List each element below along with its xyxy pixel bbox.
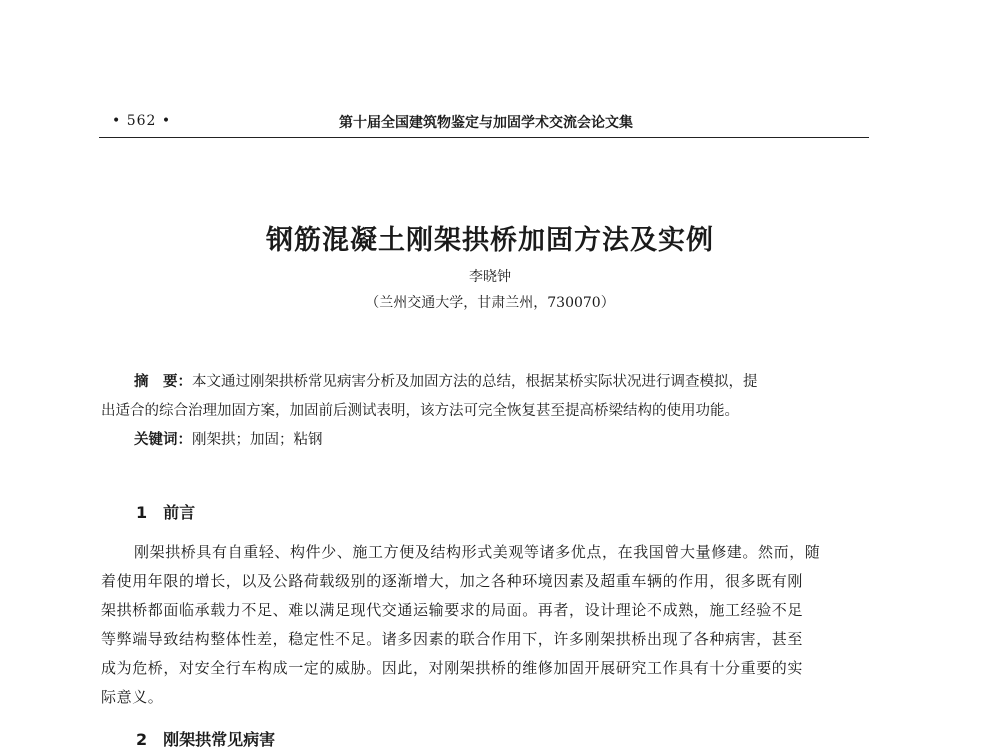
body-line: 刚架拱桥具有自重轻、构件少、施工方便及结构形式美观等诸多优点，在我国曾大量修建。然而，随: [134, 543, 821, 561]
abstract-label: 摘 要：: [134, 373, 192, 390]
keywords-line: [134, 428, 323, 449]
body-line: 架拱桥都面临承载力不足、难以满足现代交通运输要求的局面。再者，设计理论不成熟，施工经验不足: [101, 601, 804, 619]
journal-title: 第十届全国建筑物鉴定与加固学术交流会论文集: [339, 115, 633, 131]
section-2-heading: 2 刚架拱常见病害: [136, 730, 276, 749]
page-number: • 562 •: [112, 113, 172, 129]
abstract-text-1: 本文通过刚架拱桥常见病害分析及加固方法的总结，根据某桥实际状况进行调查模拟，提: [192, 374, 758, 390]
body-line: 成为危桥，对安全行车构成一定的威胁。因此，对刚架拱桥的维修加固开展研究工作具有十分重要的实: [101, 659, 804, 677]
header-rule: [99, 137, 869, 138]
paper-title: 钢筋混凝土刚架拱桥加固方法及实例: [266, 225, 714, 256]
section-1-heading: 1 前言: [136, 503, 196, 522]
body-line: 着使用年限的增长，以及公路荷载级别的逐渐增大，加之各种环境因素及超重车辆的作用，很多既有刚: [101, 572, 804, 590]
abstract-line-1: [134, 370, 758, 391]
body-line: 际意义。: [101, 688, 164, 706]
body-line: 等弊端导致结构整体性差，稳定性不足。诸多因素的联合作用下，许多刚架拱桥出现了各种病害，甚至: [101, 630, 804, 648]
abstract-line-2: 出适合的综合治理加固方案，加固前后测试表明，该方法可完全恢复甚至提高桥梁结构的使用功能。: [101, 403, 739, 419]
author: 李晓钟: [469, 269, 511, 285]
keywords-label: 关键词：: [134, 431, 192, 448]
affiliation: （兰州交通大学，甘肃兰州，730070）: [365, 295, 615, 311]
keywords: 刚架拱；加固；粘钢: [192, 432, 323, 448]
